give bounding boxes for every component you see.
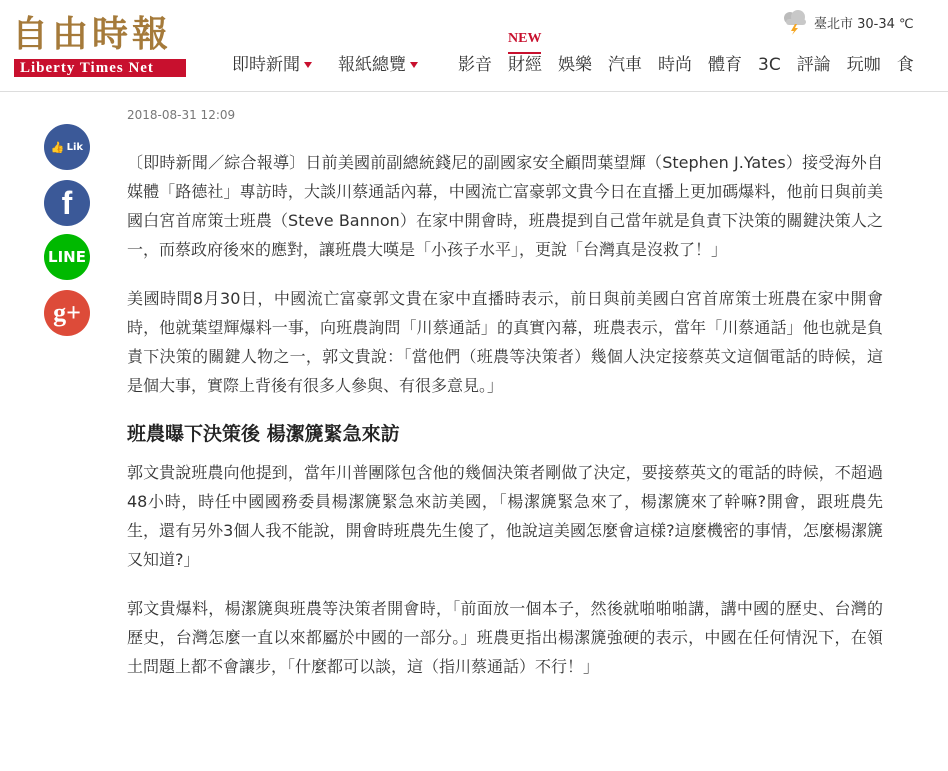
line-share-button[interactable] bbox=[44, 234, 90, 280]
nav-item[interactable] bbox=[847, 52, 881, 78]
nav-item[interactable] bbox=[232, 52, 312, 78]
nav-item-label: 時尚 bbox=[658, 55, 692, 75]
nav-item-label: 玩咖 bbox=[846, 55, 881, 75]
nav-item[interactable] bbox=[758, 52, 781, 78]
nav-item-label: 評論 bbox=[796, 55, 831, 75]
article-paragraph: 郭文貴爆料，楊潔篪與班農等決策者開會時，「前面放一個本子，然後就啪啪啪講，講中國的歷史、台灣的歷史，台灣怎麼一直以來都屬於中國的一部分。」班農更指出楊潔篪強硬的表示，中國在任何情況下，在領土問題上都不會讓步，「什麼都可以談，這（指川蔡通話）不行！」 bbox=[127, 599, 883, 676]
nav-item[interactable] bbox=[708, 52, 742, 78]
weather-text: 臺北市 30-34 ℃ bbox=[814, 16, 914, 32]
site-logo[interactable] bbox=[12, 12, 186, 76]
facebook-like-button[interactable] bbox=[44, 124, 90, 170]
site-header bbox=[0, 0, 948, 92]
nav-item-label: 食 bbox=[896, 55, 914, 75]
main-nav bbox=[232, 31, 914, 78]
nav-item-label: 3C bbox=[758, 55, 781, 75]
nav-item[interactable] bbox=[797, 52, 831, 78]
logo-bar: Liberty Times Net bbox=[14, 59, 186, 77]
article-subheading: 班農曝下決策後 楊潔篪緊急來訪 bbox=[127, 423, 400, 445]
new-badge: NEW bbox=[508, 26, 541, 52]
article-paragraph: 〔即時新聞／綜合報導〕日前美國前副總統錢尼的副國家安全顧問葉望輝（Stephen J.Yates）接受海外自媒體「路德社」專訪時，大談川蔡通話內幕，中國流亡富豪郭文貴今日在直播上更加碼爆料，他前日與前美國白宮首席策士班農（Steve Bannon）在家中開會時，班農提到自己當年就是負責下決策的關鍵決策人之一，而蔡政府後來的應對，讓班農大嘆是「小孩子水平」，更說「台灣真是沒救了！」 bbox=[127, 153, 883, 259]
google-plus-share-button[interactable] bbox=[44, 290, 90, 336]
nav-item-label: 即時新聞 bbox=[232, 55, 300, 75]
facebook-share-button[interactable] bbox=[44, 180, 90, 226]
nav-item[interactable] bbox=[897, 52, 914, 78]
article-paragraph: 美國時間8月30日，中國流亡富豪郭文貴在家中直播時表示，前日與前美國白宮首席策士班農在家中開會時，他就葉望輝爆料一事，向班農詢問「川蔡通話」的真實內幕，班農表示，當年「川蔡通話」他也就是負責下決策的關鍵人物之一，郭文貴說：「當他們（班農等決策者）幾個人決定接蔡英文這個電話的時候，這是個大事，實際上背後有很多人參與、有很多意見。」 bbox=[127, 289, 883, 395]
caret-down-icon bbox=[410, 62, 418, 68]
line-icon: LINE bbox=[48, 248, 86, 266]
weather-widget[interactable] bbox=[780, 8, 914, 36]
article-paragraph: 郭文貴說班農向他提到，當年川普團隊包含他的幾個決策者剛做了決定，要接蔡英文的電話的時候，不超過48小時，時任中國國務委員楊潔篪緊急來訪美國，「楊潔篪緊急來了，楊潔篪來了幹嘛?開會，跟班農先生，還有另外3個人我不能說，開會時班農先生傻了，他說這美國怎麼會這樣?這麼機密的事情，怎麼楊潔篪又知道?」 bbox=[127, 463, 883, 569]
nav-item[interactable] bbox=[608, 52, 642, 78]
nav-item-label: 汽車 bbox=[608, 55, 642, 75]
like-label: Lik bbox=[66, 141, 84, 153]
nav-item-label: 體育 bbox=[708, 55, 742, 75]
article-date: 2018-08-31 12:09 bbox=[127, 108, 236, 122]
thumbs-up-icon: 👍 bbox=[50, 140, 65, 154]
nav-item[interactable] bbox=[458, 52, 492, 78]
caret-down-icon bbox=[304, 62, 312, 68]
nav-item[interactable] bbox=[338, 52, 418, 78]
cloud-thunder-icon bbox=[780, 9, 810, 35]
facebook-icon: f bbox=[61, 184, 73, 221]
nav-item-label: 報紙總覽 bbox=[338, 55, 406, 75]
nav-item-label: 娛樂 bbox=[558, 55, 592, 75]
nav-item[interactable] bbox=[508, 31, 542, 78]
nav-item[interactable] bbox=[658, 52, 692, 78]
nav-item[interactable] bbox=[558, 52, 592, 78]
logo-text: 自由時報 bbox=[12, 13, 173, 55]
google-plus-icon: g+ bbox=[53, 298, 81, 327]
nav-item-label: 財經 bbox=[508, 55, 542, 75]
article-body bbox=[127, 148, 883, 701]
nav-item-label: 影音 bbox=[458, 55, 492, 75]
